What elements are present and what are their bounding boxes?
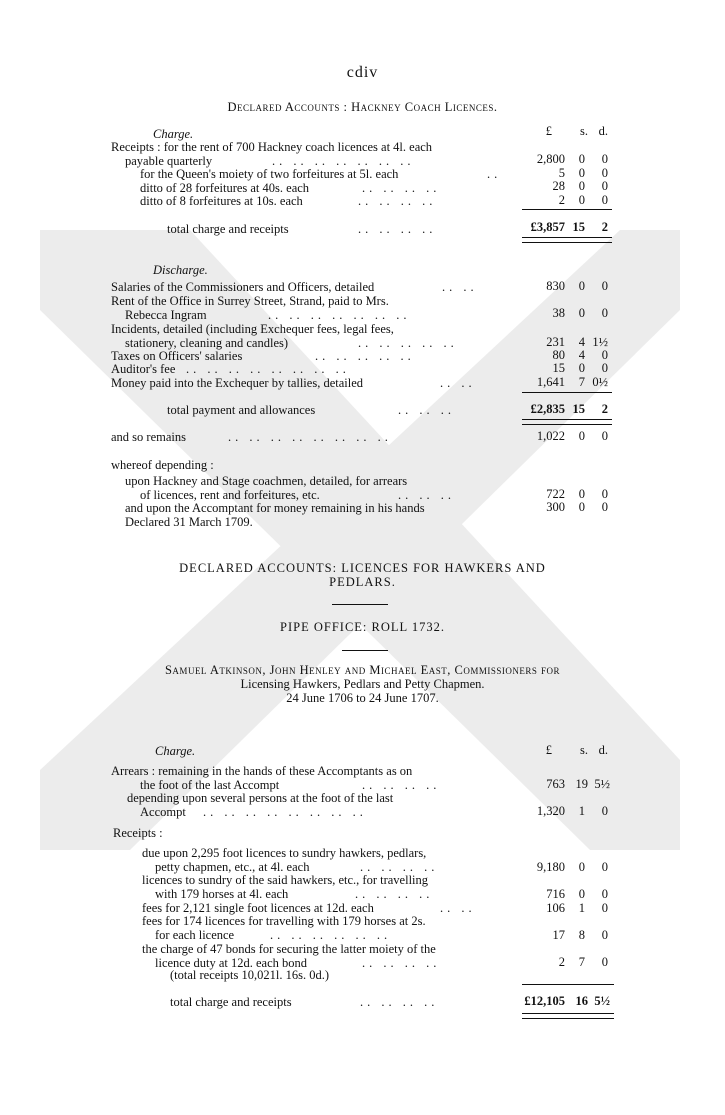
total-shillings: 15: [572, 220, 585, 234]
leader-dots: .. .. .. ..: [362, 956, 441, 970]
section-heading-hawkers-cont: PEDLARS.: [329, 575, 396, 589]
arrears-line-cont: the foot of the last Accompt: [140, 778, 280, 792]
amount-pounds: 106: [546, 901, 565, 915]
amount-pounds: 2: [558, 193, 565, 207]
rule: [522, 984, 614, 985]
rent-line-cont: Rebecca Ingram: [125, 308, 207, 322]
coachmen-line: upon Hackney and Stage coachmen, detailed, for arrears: [125, 474, 408, 488]
amount-shillings: 1: [578, 901, 585, 915]
leader-dots: .. .. .. .. .. ..: [270, 928, 392, 942]
amount-pence: 0: [601, 361, 608, 375]
amount-pence: 0: [601, 348, 608, 362]
due-line: due upon 2,295 foot licences to sundry hawkers, pedlars,: [142, 846, 427, 860]
amount-shillings: 0: [578, 429, 585, 443]
leader-dots: .. .. .. .. .. .. ..: [268, 308, 411, 322]
leader-dots: .. .. ..: [398, 488, 455, 502]
short-rule: [342, 650, 388, 651]
double-rule: [522, 419, 612, 425]
taxes-line: Taxes on Officers' salaries: [111, 349, 243, 363]
amount-pence: 0: [601, 487, 608, 501]
amount-shillings: 7: [578, 955, 585, 969]
amount-pence: 0: [601, 500, 608, 514]
col-pounds-header: £: [545, 743, 552, 757]
leader-dots: .. .. .. ..: [360, 995, 439, 1009]
amount-pence: 0½: [592, 375, 608, 389]
fees-174-line: fees for 174 licences for travelling with 179 horses at 2s.: [142, 914, 426, 928]
col-pence-header: d.: [598, 743, 608, 757]
charge-label: Charge.: [153, 127, 194, 141]
charge-label: Charge.: [155, 744, 196, 758]
amount-pounds: 1,641: [536, 375, 565, 389]
dates-line: 24 June 1706 to 24 June 1707.: [286, 691, 439, 705]
leader-dots: .. .. .. ..: [355, 887, 434, 901]
total-payment-label: total payment and allowances: [167, 403, 316, 417]
leader-dots: .. .. .. .. ..: [358, 336, 458, 350]
total-charge-label: total charge and receipts: [167, 222, 289, 236]
due-line-cont: petty chapmen, etc., at 4l. each: [155, 860, 310, 874]
amount-pence: 0: [601, 901, 608, 915]
depending-line-cont: Accompt: [140, 805, 186, 819]
single-foot-line: fees for 2,121 single foot licences at 12d. each: [142, 901, 374, 915]
amount-pounds: 716: [546, 887, 565, 901]
amount-pounds: 38: [552, 306, 565, 320]
total-pounds: £3,857: [530, 220, 565, 234]
whereof-line: whereof depending :: [111, 458, 214, 472]
amount-shillings: 0: [578, 193, 585, 207]
amount-shillings: 1: [578, 804, 585, 818]
amount-pence: 0: [601, 279, 608, 293]
amount-pounds: 1,320: [536, 804, 565, 818]
incidents-line: Incidents, detailed (including Exchequer fees, legal fees,: [111, 322, 394, 336]
leader-dots: .. .. ..: [398, 403, 455, 417]
leader-dots: .. .. .. .. .. .. ..: [272, 154, 415, 168]
total-shillings: 16: [575, 994, 588, 1008]
leader-dots: ..: [487, 167, 502, 181]
amount-pence: 0: [601, 152, 608, 166]
amount-pence: 0: [601, 860, 608, 874]
amount-shillings: 0: [578, 361, 585, 375]
accomptant-line: and upon the Accomptant for money remaining in his hands: [125, 501, 425, 515]
col-pence-header: d.: [598, 124, 608, 138]
leader-dots: .. .. .. .. .. .. .. ..: [228, 430, 392, 444]
total-shillings: 15: [572, 402, 585, 416]
leader-dots: .. .. .. .. ..: [315, 349, 415, 363]
incidents-line-cont: stationery, cleaning and candles): [125, 336, 289, 350]
amount-pence: 0: [601, 887, 608, 901]
amount-pounds: 5: [558, 166, 565, 180]
amount-shillings: 0: [578, 306, 585, 320]
amount-pence: 0: [601, 306, 608, 320]
amount-shillings: 0: [578, 487, 585, 501]
ditto-28-line: ditto of 28 forfeitures at 40s. each: [140, 181, 310, 195]
amount-pounds: 15: [552, 361, 565, 375]
bonds-line-cont: licence duty at 12d. each bond: [155, 956, 308, 970]
ditto-8-line: ditto of 8 forfeitures at 10s. each: [140, 194, 303, 208]
section-heading-hackney: Declared Accounts : Hackney Coach Licences.: [227, 100, 498, 114]
amount-shillings: 0: [578, 166, 585, 180]
col-pounds-header: £: [545, 124, 552, 138]
amount-pounds: 300: [546, 500, 565, 514]
remains-line: and so remains: [111, 430, 186, 444]
auditor-line: Auditor's fee: [111, 362, 176, 376]
depending-line: depending upon several persons at the foot of the last: [127, 791, 394, 805]
amount-pence: 0: [601, 804, 608, 818]
leader-dots: .. .. .. .. .. .. .. ..: [186, 362, 350, 376]
receipts-label: Receipts :: [113, 826, 163, 840]
section-heading-hawkers: DECLARED ACCOUNTS: LICENCES FOR HAWKERS AND: [179, 561, 546, 575]
amount-pence: 0: [601, 429, 608, 443]
commissioners-line: Samuel Atkinson, John Henley and Michael East, Commissioners for: [164, 663, 561, 677]
declared-line: Declared 31 March 1709.: [125, 515, 253, 529]
total-pence: 5½: [594, 994, 610, 1008]
total-receipts-note: (total receipts 10,021l. 16s. 0d.): [170, 968, 329, 982]
fees-174-line-cont: for each licence: [155, 928, 235, 942]
amount-shillings: 0: [578, 860, 585, 874]
rent-line: Rent of the Office in Surrey Street, Strand, paid to Mrs.: [111, 294, 389, 308]
leader-dots: .. .. .. .. .. .. .. ..: [203, 805, 367, 819]
queens-moiety-line: for the Queen's moiety of two forfeitures at 5l. each: [140, 167, 399, 181]
col-shillings-header: s.: [580, 743, 588, 757]
leader-dots: .. ..: [440, 376, 476, 390]
leader-dots: .. .. .. ..: [362, 778, 441, 792]
total-pence: 2: [601, 402, 608, 416]
page-number: cdiv: [346, 64, 379, 81]
col-shillings-header: s.: [580, 124, 588, 138]
amount-shillings: 4: [578, 335, 585, 349]
amount-shillings: 0: [578, 179, 585, 193]
leader-dots: .. ..: [442, 280, 478, 294]
double-rule: [522, 237, 612, 243]
amount-pounds: 2,800: [536, 152, 565, 166]
bonds-line: the charge of 47 bonds for securing the latter moiety of the: [142, 942, 436, 956]
amount-pounds: 28: [552, 179, 565, 193]
amount-pounds: 1,022: [536, 429, 565, 443]
amount-pounds: 722: [546, 487, 565, 501]
commissioners-line-cont: Licensing Hawkers, Pedlars and Petty Chapmen.: [240, 677, 485, 691]
amount-shillings: 8: [578, 928, 585, 942]
total-pence: 2: [601, 220, 608, 234]
coachmen-line-cont: of licences, rent and forfeitures, etc.: [140, 488, 320, 502]
total-charge-label: total charge and receipts: [170, 995, 292, 1009]
amount-pounds: 17: [552, 928, 565, 942]
double-rule: [522, 1013, 614, 1019]
amount-pence: 1½: [592, 335, 608, 349]
leader-dots: .. .. .. ..: [358, 222, 437, 236]
total-pounds: £2,835: [530, 402, 565, 416]
travelling-line: licences to sundry of the said hawkers, etc., for travelling: [142, 873, 429, 887]
leader-dots: .. ..: [440, 901, 476, 915]
amount-shillings: 19: [575, 777, 588, 791]
amount-pence: 0: [601, 193, 608, 207]
amount-shillings: 0: [578, 152, 585, 166]
travelling-line-cont: with 179 horses at 4l. each: [155, 887, 289, 901]
pipe-office-heading: PIPE OFFICE: ROLL 1732.: [280, 620, 445, 634]
receipts-line: Receipts : for the rent of 700 Hackney coach licences at 4l. each: [111, 140, 433, 154]
amount-pounds: 830: [546, 279, 565, 293]
discharge-label: Discharge.: [153, 263, 208, 277]
rule: [522, 392, 612, 393]
amount-pounds: 9,180: [536, 860, 565, 874]
amount-shillings: 7: [578, 375, 585, 389]
money-paid-line: Money paid into the Exchequer by tallies, detailed: [111, 376, 364, 390]
amount-pence: 0: [601, 166, 608, 180]
amount-shillings: 0: [578, 500, 585, 514]
total-pounds: £12,105: [524, 994, 565, 1008]
short-rule: [332, 604, 388, 605]
amount-pounds: 2: [558, 955, 565, 969]
amount-pence: 5½: [594, 777, 610, 791]
leader-dots: .. .. .. ..: [360, 860, 439, 874]
amount-shillings: 0: [578, 279, 585, 293]
arrears-line: Arrears : remaining in the hands of these Accomptants as on: [111, 764, 413, 778]
amount-pounds: 763: [546, 777, 565, 791]
amount-shillings: 4: [578, 348, 585, 362]
leader-dots: .. .. .. ..: [362, 181, 441, 195]
salaries-line: Salaries of the Commissioners and Officers, detailed: [111, 280, 375, 294]
leader-dots: .. .. .. ..: [358, 194, 437, 208]
amount-pounds: 80: [552, 348, 565, 362]
amount-pounds: 231: [546, 335, 565, 349]
rule: [522, 209, 612, 210]
receipts-line-cont: payable quarterly: [125, 154, 213, 168]
amount-shillings: 0: [578, 887, 585, 901]
amount-pence: 0: [601, 179, 608, 193]
amount-pence: 0: [601, 928, 608, 942]
amount-pence: 0: [601, 955, 608, 969]
